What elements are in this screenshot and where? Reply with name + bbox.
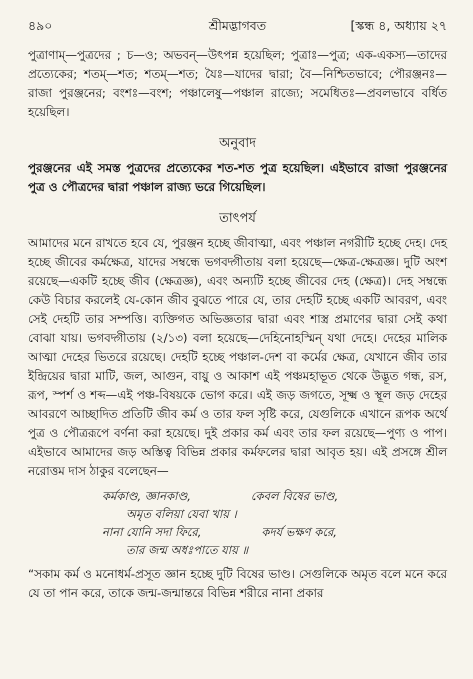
verse-block bbox=[102, 487, 447, 559]
page-header bbox=[28, 16, 447, 36]
page-number: ৪৯০ bbox=[28, 18, 53, 33]
verse-line-3 bbox=[102, 523, 447, 541]
verse-line-1 bbox=[102, 487, 447, 505]
verse-line-4: তার জন্ম অধঃপাতে যায় ॥ bbox=[126, 543, 249, 557]
canto-chapter-label: [স্কন্ধ ৪, অধ্যায় ২৭ bbox=[350, 18, 447, 33]
verse-line-1a: কর্মকাণ্ড, জ্ঞানকাণ্ড, bbox=[102, 489, 191, 503]
verse-line-3a: নানা যোনি সদা ফিরে, bbox=[102, 525, 202, 539]
translation-heading: অনুবাদ bbox=[219, 136, 256, 151]
translation-text: পুরঞ্জনের এই সমস্ত পুত্রদের প্রত্যেকের শত-শত পুত্র হয়েছিল। এইভাবে রাজা পুরঞ্জনের পুত্র ও পৌত্রদের দ্বারা পঞ্চাল রাজ্য ভরে গিয়েছিল। bbox=[28, 161, 447, 194]
synonyms-paragraph: পুত্রাণাম্—পুত্রদের ; চ—ও; অভবন্—উৎপন্ন হয়েছিল; পুত্রাঃ—পুত্র; এক-একস্য—তাদের প্রত্যেকের; শতম্—শত; শতম্—শত; যৈঃ—যাদের দ্বারা; বৈ—নিশ্চিতভাবে; পৌরঞ্জনঃ—রাজা পুরঞ্জনের; বংশঃ—বংশ; পঞ্চালেষু—পঞ্চাল রাজ্যে; সমেধিতঃ—প্রবলভাবে বর্ধিত হয়েছিল। bbox=[28, 48, 447, 119]
verse-line-2: অমৃত বলিয়া যেবা খায় । bbox=[126, 507, 237, 521]
verse-line-3b: কদর্য ভক্ষণ করে, bbox=[261, 525, 337, 539]
purport-paragraph-1: আমাদের মনে রাখতে হবে যে, পুরঞ্জন হচ্ছে জীবাত্মা, এবং পঞ্চাল নগরীটি হচ্ছে দেহ। দেহ হচ্ছে জীবের কর্মক্ষেত্র, যাদের সম্বন্ধে ভগবদ্গীতায় বলা হয়েছে—ক্ষেত্র-ক্ষেত্রজ্ঞ। দুটি অংশ রয়েছে—একটি হচ্ছে জীব (ক্ষেত্রজ্ঞ), এবং অন্যটি হচ্ছে জীবের দেহ (ক্ষেত্র)। দেহ সম্বন্ধে কেউ বিচার করলেই যে-কোন জীব বুঝতে পারে যে, তার দেহটি হচ্ছে একটি আবরণ, এবং সেই দেহটি তার সম্পত্তি। ব্যক্তিগত অভিজ্ঞতার দ্বারা এবং শাস্ত্র প্রমাণের দ্বারা সেই কথা বোঝা যায়। ভগবদ্গীতায় (২/১৩) বলা হয়েছে—দেহিনোহস্মিন্ যথা দেহে। দেহের মালিক আত্মা দেহের ভিতরে রয়েছে। দেহটি হচ্ছে পঞ্চাল-দেশ বা কর্মের ক্ষেত্র, যেখানে জীব তার ইন্দ্রিয়ের দ্বারা মাটি, জল, আগুন, বায়ু ও আকাশ এই পঞ্চমহাভূত থেকে উদ্ভূত গন্ধ, রস, রূপ, স্পর্শ ও শব্দ—এই পঞ্চ-বিষয়কে ভোগ করে। এই জড় জগতে, সূক্ষ্ম ও স্থূল জড় দেহের আবরণে আচ্ছাদিত প্রতিটি জীব কর্ম ও তার ফল সৃষ্টি করে, যেগুলিকে এখানে রূপক অর্থে পুত্র ও পৌত্ররূপে বর্ণনা করা হয়েছে। দুই প্রকার কর্ম এবং তার ফল রয়েছে—পুণ্য ও পাপ। এইভাবে আমাদের জড় অস্তিত্ব বিভিন্ন প্রকার কর্মফলের দ্বারা আবৃত হয়। এই প্রসঙ্গে শ্রীল নরোত্তম দাস ঠাকুর বলেছেন— bbox=[28, 236, 447, 478]
page-body bbox=[28, 46, 447, 603]
verse-line-1b: কেবল বিষের ভাণ্ড, bbox=[250, 489, 339, 503]
purport-paragraph-2: “সকাম কর্ম ও মনোধর্ম-প্রসূত জ্ঞান হচ্ছে দুটি বিষের ভাণ্ড। সেগুলিকে অমৃত বলে মনে করে যে তা পান করে, তাকে জন্ম-জন্মান্তরে বিভিন্ন শরীরে নানা প্রকার bbox=[28, 567, 447, 600]
book-title: শ্রীমদ্ভাগবত bbox=[208, 18, 267, 33]
purport-heading: তাৎপর্য bbox=[219, 211, 256, 226]
